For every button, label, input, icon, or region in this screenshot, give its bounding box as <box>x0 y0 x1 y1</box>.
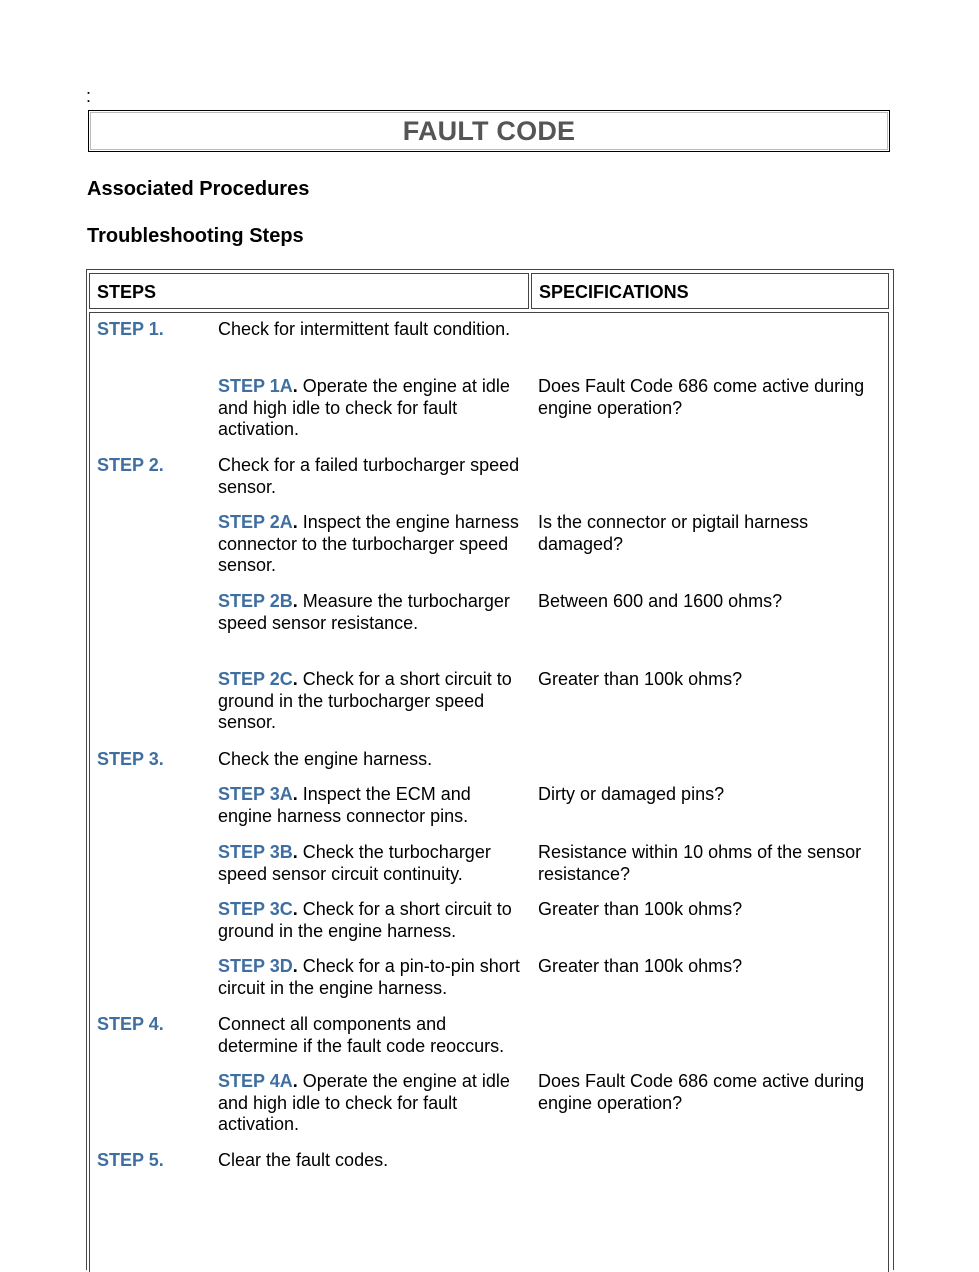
substep-description: Check for a pin-to-pin short circuit in the engine harness. <box>218 956 520 998</box>
column-header-specifications: SPECIFICATIONS <box>531 273 889 309</box>
specification-text: Greater than 100k ohms? <box>538 956 743 976</box>
substep-label[interactable]: STEP 1A <box>218 376 293 396</box>
specification-text: Between 600 and 1600 ohms? <box>538 591 783 611</box>
step-text: Check for intermittent fault condition. <box>218 319 511 339</box>
substep-label[interactable]: STEP 3D <box>218 956 293 976</box>
step-text: Clear the fault codes. <box>218 1150 389 1170</box>
column-header-steps: STEPS <box>89 273 529 309</box>
specification-text: Is the connector or pigtail harness damaged? <box>538 512 809 554</box>
substep-label[interactable]: STEP 3C <box>218 899 293 919</box>
specification-text: Resistance within 10 ohms of the sensor resistance? <box>538 842 862 884</box>
substep-description: Check for a short circuit to ground in the engine harness. <box>218 899 512 941</box>
substep-label[interactable]: STEP 2B <box>218 591 293 611</box>
step-label[interactable]: STEP 5. <box>97 1150 164 1170</box>
page-title: FAULT CODE <box>402 115 576 146</box>
substep-description: Check the turbocharger speed sensor circuit continuity. <box>218 842 491 884</box>
heading-troubleshooting-steps[interactable]: Troubleshooting Steps <box>87 225 304 247</box>
substep-description: Inspect the engine harness connector to the turbocharger speed sensor. <box>218 512 519 575</box>
substep-label[interactable]: STEP 2C <box>218 669 293 689</box>
title-box <box>88 110 890 152</box>
substep-text: STEP 3C. Check for a short circuit to ground in the engine harness. <box>218 899 512 941</box>
substep-text: STEP 2C. Check for a short circuit to ground in the turbocharger speed sensor. <box>218 669 512 732</box>
heading-associated-procedures[interactable]: Associated Procedures <box>87 178 310 200</box>
substep-description: Inspect the ECM and engine harness connector pins. <box>218 784 471 826</box>
substep-label[interactable]: STEP 3B <box>218 842 293 862</box>
step-text: Check for a failed turbocharger speed sensor. <box>218 455 520 497</box>
step-text: Check the engine harness. <box>218 749 433 769</box>
substep-text: STEP 4A. Operate the engine at idle and high idle to check for fault activation. <box>218 1071 510 1134</box>
substep-text: STEP 3B. Check the turbocharger speed sensor circuit continuity. <box>218 842 491 884</box>
specification-text: Greater than 100k ohms? <box>538 669 743 689</box>
substep-description: Measure the turbocharger speed sensor resistance. <box>218 591 510 633</box>
step-label[interactable]: STEP 1. <box>97 319 164 339</box>
step-label[interactable]: STEP 2. <box>97 455 164 475</box>
substep-text: STEP 2A. Inspect the engine harness connector to the turbocharger speed sensor. <box>218 512 519 575</box>
substep-description: Operate the engine at idle and high idle to check for fault activation. <box>218 376 510 439</box>
substep-text: STEP 3A. Inspect the ECM and engine harness connector pins. <box>218 784 471 826</box>
step-label[interactable]: STEP 3. <box>97 749 164 769</box>
substep-text: STEP 2B. Measure the turbocharger speed sensor resistance. <box>218 591 510 633</box>
substep-label[interactable]: STEP 4A <box>218 1071 293 1091</box>
specification-text: Greater than 100k ohms? <box>538 899 743 919</box>
specification-text: Dirty or damaged pins? <box>538 784 725 804</box>
substep-label[interactable]: STEP 2A <box>218 512 293 532</box>
step-label[interactable]: STEP 4. <box>97 1014 164 1034</box>
substep-text: STEP 3D. Check for a pin-to-pin short circuit in the engine harness. <box>218 956 520 998</box>
specification-text: Does Fault Code 686 come active during engine operation? <box>538 1071 865 1113</box>
substep-description: Check for a short circuit to ground in the turbocharger speed sensor. <box>218 669 512 732</box>
specification-text: Does Fault Code 686 come active during engine operation? <box>538 376 865 418</box>
substep-description: Operate the engine at idle and high idle to check for fault activation. <box>218 1071 510 1134</box>
page-colon: : <box>86 86 92 106</box>
substep-label[interactable]: STEP 3A <box>218 784 293 804</box>
substep-text: STEP 1A. Operate the engine at idle and high idle to check for fault activation. <box>218 376 510 439</box>
step-text: Connect all components and determine if the fault code reoccurs. <box>218 1014 505 1056</box>
